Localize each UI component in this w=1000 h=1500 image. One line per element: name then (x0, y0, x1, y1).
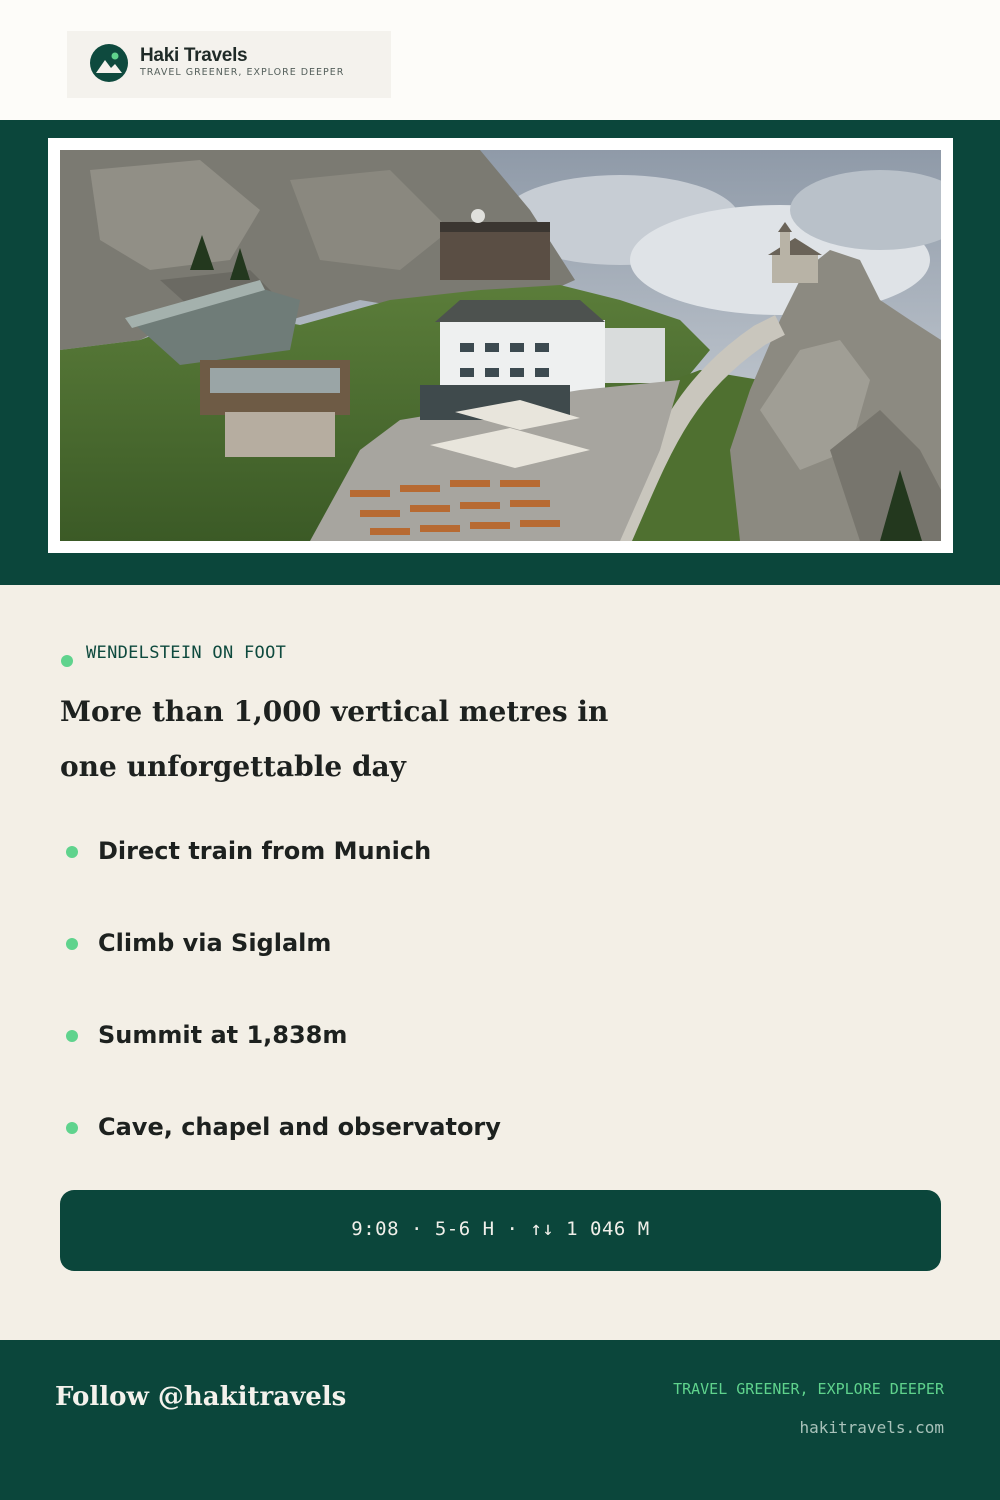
feature-bullet (66, 1030, 78, 1042)
brand-logo[interactable] (67, 31, 391, 98)
headline: More than 1,000 vertical metres in one unforgettable day (60, 695, 609, 783)
feature-bullet (66, 846, 78, 858)
hero-photo (60, 150, 941, 541)
mountain-icon (90, 44, 128, 82)
header (0, 0, 1000, 120)
feature-item: Cave, chapel and observatory (98, 1113, 501, 1141)
feature-item: Climb via Siglalm (98, 929, 332, 957)
feature-bullet (66, 1122, 78, 1134)
feature-bullet (66, 938, 78, 950)
follow-link[interactable]: Follow @hakitravels (55, 1382, 347, 1412)
section-kicker: WENDELSTEIN ON FOOT (86, 643, 287, 663)
footer (0, 1340, 1000, 1500)
stats-text: 9:08 · 5-6 H · ↑↓ 1 046 M (351, 1218, 650, 1240)
kicker-bullet (61, 655, 73, 667)
brand-name: Haki Travels (140, 45, 248, 66)
brand-tagline: TRAVEL GREENER, EXPLORE DEEPER (140, 67, 345, 78)
photo-frame (48, 138, 953, 553)
feature-item: Direct train from Munich (98, 837, 432, 865)
footer-tagline: TRAVEL GREENER, EXPLORE DEEPER (673, 1380, 944, 1398)
website-link[interactable]: hakitravels.com (799, 1418, 944, 1437)
hero-section (0, 120, 1000, 585)
feature-item: Summit at 1,838m (98, 1021, 348, 1049)
stats-bar (60, 1190, 941, 1271)
